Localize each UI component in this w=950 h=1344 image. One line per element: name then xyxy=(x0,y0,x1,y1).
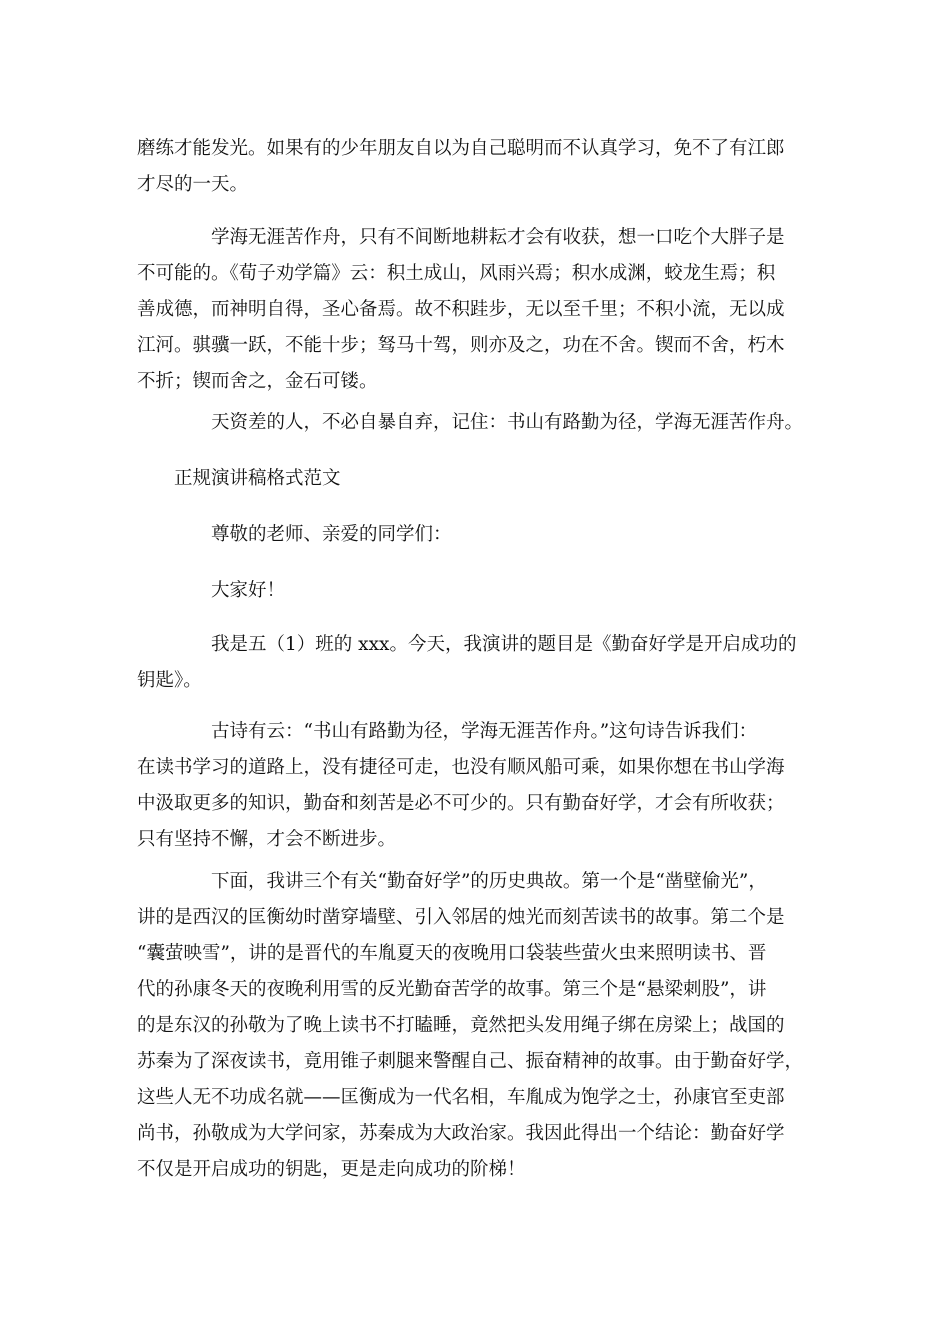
text-line: 下面，我讲三个有关“勤奋好学”的历史典故。第一个是“凿壁偷光”， xyxy=(211,871,767,892)
text-line: 在读书学习的道路上，没有捷径可走，也没有顺风船可乘，如果你想在书山学海 xyxy=(137,757,785,778)
text-line: 磨练才能发光。如果有的少年朋友自以为自己聪明而不认真学习，免不了有江郎 xyxy=(137,138,785,159)
text-line: 这些人无不功成名就——匡衡成为一代名相，车胤成为饱学之士，孙康官至吏部 xyxy=(137,1087,785,1108)
speech-salutation xyxy=(137,517,827,553)
text-line: 钥匙》。 xyxy=(137,670,202,691)
text-line: 江河。骐骥一跃，不能十步；驽马十驾，则亦及之，功在不舍。锲而不舍，朽木 xyxy=(137,335,785,356)
text-line: 善成德，而神明自得，圣心备焉。故不积跬步，无以至千里；不积小流，无以成 xyxy=(137,299,785,320)
paragraph-continuation xyxy=(137,131,827,203)
text-line: 只有坚持不懈，才会不断进步。 xyxy=(137,829,397,850)
paragraph-encouragement xyxy=(137,405,827,441)
text-line: 才尽的一天。 xyxy=(137,174,249,195)
text-line: 讲的是西汉的匡衡幼时凿穿墙壁、引入邻居的烛光而刻苦读书的故事。第二个是 xyxy=(137,907,785,928)
text-line: 代的孙康冬天的夜晚利用雪的反光勤奋苦学的故事。第三个是“悬梁刺股”，讲 xyxy=(137,979,767,1000)
text-line: 不仅是开启成功的钥匙，更是走向成功的阶梯！ xyxy=(137,1159,526,1180)
text-line: 古诗有云：“书山有路勤为径，学海无涯苦作舟。”这句诗告诉我们： xyxy=(211,721,758,742)
speech-poem-paragraph xyxy=(137,714,827,858)
section-heading: 正规演讲稿格式范文 xyxy=(174,468,341,489)
text-line: 天资差的人，不必自暴自弃，记住：书山有路勤为径，学海无涯苦作舟。 xyxy=(211,412,804,433)
text-line: 不可能的。《荀子劝学篇》云：积土成山，风雨兴焉；积水成渊，蛟龙生焉；积 xyxy=(137,263,776,284)
text-line: 尚书，孙敬成为大学问家，苏秦成为大政治家。我因此得出一个结论：勤奋好学 xyxy=(137,1123,785,1144)
text-line: 不折；锲而舍之，金石可镂。 xyxy=(137,371,378,392)
text-line: 苏秦为了深夜读书，竟用锥子刺腿来警醒自己、振奋精神的故事。由于勤奋好学， xyxy=(137,1051,804,1072)
text-line: 的是东汉的孙敬为了晚上读书不打瞌睡，竟然把头发用绳子绑在房梁上；战国的 xyxy=(137,1015,785,1036)
text-line: 大家好！ xyxy=(211,580,286,601)
text-line: 我是五（1）班的 xxx。今天，我演讲的题目是《勤奋好学是开启成功的 xyxy=(211,634,797,655)
speech-intro xyxy=(137,627,827,699)
speech-stories-paragraph xyxy=(137,864,827,1188)
paragraph-xunzi xyxy=(137,220,827,400)
text-line: 学海无涯苦作舟，只有不间断地耕耘才会有收获，想一口吃个大胖子是 xyxy=(211,227,785,248)
text-line: 尊敬的老师、亲爱的同学们： xyxy=(211,524,452,545)
text-line: “囊萤映雪”，讲的是晋代的车胤夏天的夜晚用口袋装些萤火虫来照明读书、晋 xyxy=(137,943,767,964)
text-line: 中汲取更多的知识，勤奋和刻苦是必不可少的。只有勤奋好学，才会有所收获； xyxy=(137,793,785,814)
speech-greeting xyxy=(137,573,827,609)
